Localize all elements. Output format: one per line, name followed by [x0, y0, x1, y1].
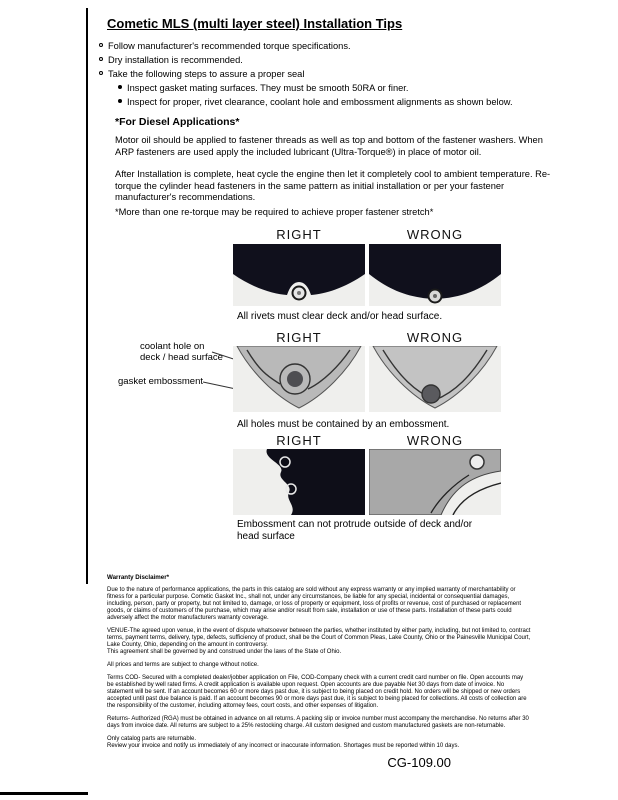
protrusion-caption: Embossment can not protrude outside of deck and/or head surface [237, 519, 473, 542]
sub-bullet-text: Inspect gasket mating surfaces. They must be smooth 50RA or finer. [127, 83, 409, 93]
warranty-paragraph: Only catalog parts are returnable. Review your invoice and notify us immediately of any incorrect or inaccurate information. Shortages must be reported within 10 days. [107, 736, 460, 749]
retorque-note: *More than one re-torque may be required to achieve proper fastener stretch* [115, 207, 434, 217]
bullet-item [99, 67, 559, 81]
warranty-paragraph: All prices and terms are subject to change without notice. [107, 662, 259, 668]
diesel-paragraph-2: After Installation is complete, heat cycle the engine then let it completely cool to ambient temperature. Re-torque the cylinder head fasteners in the same pattern as initial installation or per your fastener manufacturer's recommendations. [115, 169, 551, 202]
bullet-item [99, 39, 559, 53]
warranty-paragraph: Terms COD- Secured with a completed dealer/jobber application on File, COD-Company check with a current credit card number on file. Open accounts may be established by well rated firms. A credit application is available upon request. Open accounts are due payable Net 30 days from date of invoice. No statement will be sent. If an account becomes 60 or more days past due, it is subject to being placed on credit hold. No orders will be shipped or new orders accepted until past due balance is paid. If an account becomes 90 or more days past due, it is subject to being placed for collections. All costs of collection are the responsibility of the customer, including attorney fees, court costs, and other expenses of litigation. [107, 675, 527, 709]
embossment-right-image [233, 346, 365, 412]
embossment-right-drawing [233, 346, 365, 412]
right-label-row2: RIGHT [276, 330, 322, 345]
embossment-wrong-drawing [369, 346, 501, 412]
coolant-hole-label: coolant hole on deck / head surface [140, 341, 223, 363]
wrong-label-row2: WRONG [406, 330, 464, 345]
filled-bullet-icon [118, 85, 122, 89]
warranty-heading: Warranty Disclaimer* [107, 574, 170, 581]
page-title: Cometic MLS (multi layer steel) Installation Tips [107, 16, 403, 31]
rivet-right-drawing [233, 244, 365, 306]
sub-bullet-item [118, 95, 559, 109]
rivet-caption: All rivets must clear deck and/or head surface. [237, 311, 443, 322]
rivet-wrong-drawing [369, 244, 501, 306]
gasket-embossment-label: gasket embossment [118, 376, 204, 387]
catalog-page-number: CG-109.00 [387, 755, 451, 770]
wrong-label-row1: WRONG [406, 227, 464, 242]
left-border-line [86, 8, 88, 584]
right-label-row1: RIGHT [276, 227, 322, 242]
embossment-wrong-image [369, 346, 501, 412]
holes-caption: All holes must be contained by an embossment. [237, 419, 450, 430]
warranty-paragraph: Due to the nature of performance applications, the parts in this catalog are sold without any express warranty or any implied warranty of merchantability or fitness for a particular purpose. Cometic Gasket Inc., shall not, under any circumstances, be liable for any special, incidental or consequential damages, including, person, party or property, but not limited to, damage, or loss of property or equipment, loss of profits or revenue, cost of purchased or replacement goods, or claims of customers of the purchase, which may arise and/or result from sale, installation or use of these parts. Installation of these parts could adversely affect the motor manufacturers warranty coverage. [107, 587, 522, 621]
open-bullet-icon [99, 43, 103, 47]
protrusion-right-image [233, 449, 365, 515]
bullet-text: Dry installation is recommended. [108, 55, 243, 65]
rivet-wrong-image [369, 244, 501, 306]
sub-bullet-text: Inspect for proper, rivet clearance, coolant hole and embossment alignments as shown below. [127, 97, 513, 107]
protrusion-wrong-drawing [369, 449, 501, 515]
warranty-paragraph: VENUE-The agreed upon venue, in the event of dispute whatsoever between the parties, whether instituted by either party, including, but not limited to, contract terms, payment terms, delivery, type, defects, sufficiency of product, shall be the Court of Common Pleas, Lake County, Ohio or the Painesville Municipal Court, Lake County, Ohio, depending on the amount in controversy. This agreement shall be governed by and construed under the laws of the State of Ohio. [107, 628, 531, 655]
protrusion-wrong-image [369, 449, 501, 515]
bottom-border-line [0, 792, 88, 795]
installation-tips-list [99, 39, 559, 109]
warranty-disclaimer [107, 574, 531, 756]
protrusion-right-drawing [233, 449, 365, 515]
bullet-text: Take the following steps to assure a proper seal [108, 69, 305, 79]
diesel-paragraph-1: Motor oil should be applied to fastener threads as well as top and bottom of the fastener washers. When ARP fasteners are used apply the included lubricant (Ultra-Torque®) in place of motor oil. [115, 135, 543, 157]
open-bullet-icon [99, 71, 103, 75]
bullet-text: Follow manufacturer's recommended torque specifications. [108, 41, 351, 51]
bullet-item [99, 53, 559, 67]
wrong-label-row3: WRONG [406, 433, 464, 448]
open-bullet-icon [99, 57, 103, 61]
rivet-right-image [233, 244, 365, 306]
right-label-row3: RIGHT [276, 433, 322, 448]
diesel-applications-heading: *For Diesel Applications* [115, 116, 240, 128]
filled-bullet-icon [118, 99, 122, 103]
sub-bullet-item [118, 81, 559, 95]
warranty-paragraph: Returns- Authorized (RGA) must be obtained in advance on all returns. A packing slip or invoice number must accompany the merchandise. No returns after 30 days from invoice date. All returns are subject to a 25% restocking charge. All custom designed and custom manufactured gaskets are non-returnable. [107, 716, 529, 729]
